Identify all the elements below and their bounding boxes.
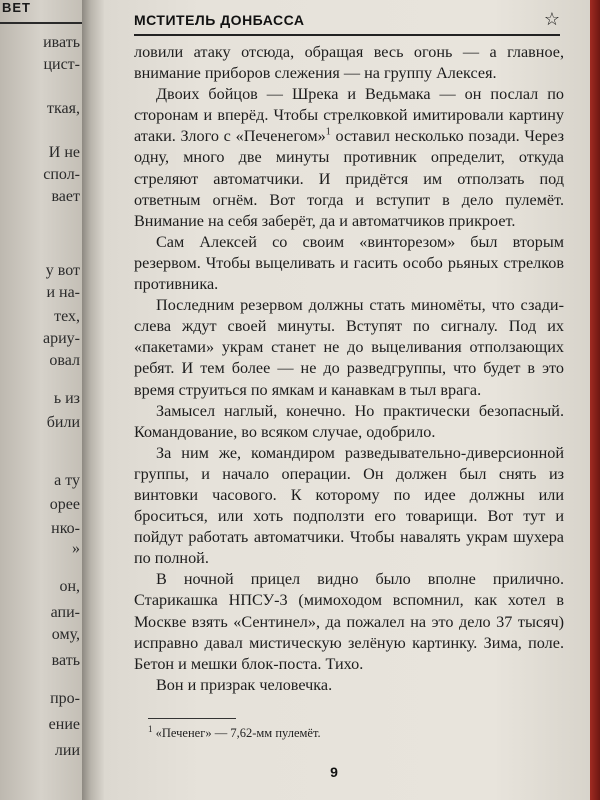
left-page (0, 0, 82, 800)
left-page-line: ткая, (47, 100, 80, 117)
running-title: МСТИТЕЛЬ ДОНБАССА (134, 12, 305, 28)
paragraph (134, 84, 564, 232)
footnote-rule (148, 718, 236, 719)
left-page-line: вать (51, 652, 80, 669)
left-page-line: ение (48, 716, 80, 733)
left-page-line: ь из (53, 390, 80, 407)
left-page-line: лии (54, 742, 80, 759)
book-gutter (82, 0, 104, 800)
left-page-line: спол- (43, 166, 80, 183)
left-page-line: у вот (45, 262, 80, 279)
left-page-line: вает (51, 188, 80, 205)
left-page-header (0, 0, 82, 24)
left-page-line: били (46, 414, 80, 431)
left-page-line: ариу- (43, 330, 80, 347)
footnote-marker: 1 (148, 724, 153, 734)
left-page-line: ивать (43, 34, 80, 51)
paragraph: Вон и призрак человечка. (156, 675, 333, 694)
paragraph: Сам Алексей со своим «винторезом» был вторым резервом. Чтобы выцеливать и гасить особо рьяных стрелков противника. (134, 232, 564, 294)
left-page-line: ому, (51, 626, 80, 643)
left-page-line: он, (59, 578, 80, 595)
left-page-running-title: ВЕТ (2, 0, 31, 15)
paragraph-text: Двоих бойцов — Шрека и Ведьмака — он послал по сторонам и вперёд. Чтобы стрелковкой имитировали картину атаки. Злого с «Печенегом» (134, 85, 564, 146)
footnote (148, 724, 321, 741)
paragraph-text-cont: оставил несколько позади. Через одну, много две минуты противник определит, откуда стреляют автоматчики. И придётся им отползать под ответным огнём. Вот тогда и вступит в дело пулемёт. Внимание на себя заберёт, да и автоматчиков прикроет. (134, 127, 564, 230)
paragraph: Замысел наглый, конечно. Но практически безопасный. Командование, во всяком случае, одобрило. (134, 401, 564, 441)
left-page-line: цист- (43, 56, 80, 73)
left-page-line: » (72, 540, 80, 557)
left-page-line: а ту (54, 472, 80, 489)
body-text (134, 42, 564, 696)
book-cover-edge (590, 0, 600, 800)
star-icon: ☆ (543, 9, 560, 29)
paragraph: ловили атаку отсюда, обращая весь огонь — а главное, внимание приборов слежения — на группу Алексея. (134, 43, 564, 83)
left-page-line: и на- (46, 284, 80, 301)
running-header (134, 8, 560, 36)
left-page-line: И не (48, 144, 80, 161)
left-page-line: нко- (51, 520, 80, 537)
paragraph: Последним резервом должны стать миномёты, что сзади-слева ждут своей минуты. Вступят по сигналу. Под их «пакетами» украм станет не до выцеливания отползающих ребят. И тем более — не до разведгруппы, что будет в это время струиться по ямкам и канавкам в тыл врага. (134, 296, 564, 399)
paragraph: За ним же, командиром разведывательно-диверсионной группы, и начало операции. Он должен был снять из винтовки часового. К которому по идее должны или броситься, или хоть подползти его товарищи. Вот тут и пойдут работать автоматчики. Чтобы навалять укрaм шухера по полной. (134, 443, 564, 568)
left-page-line: апи- (50, 604, 80, 621)
footnote-ref: 1 (325, 126, 331, 138)
left-page-line: тех, (54, 308, 80, 325)
left-page-line: орее (49, 496, 80, 513)
paragraph: В ночной прицел видно было вполне прилично. Старикашка НПСУ-3 (мимоходом вспомнил, как хотел в Москве взять «Сентинел», да пожалел на это дело 37 тысяч) исправно давал мистическую зелёную картинку. Зима, поле. Бетон и мешки блок-поста. Тихо. (134, 570, 564, 673)
left-page-line: овал (49, 352, 80, 369)
page-number: 9 (330, 764, 338, 780)
footnote-text: «Печенег» — 7,62-мм пулемёт. (155, 726, 321, 741)
book-page (104, 0, 590, 800)
left-page-line: про- (50, 690, 80, 707)
